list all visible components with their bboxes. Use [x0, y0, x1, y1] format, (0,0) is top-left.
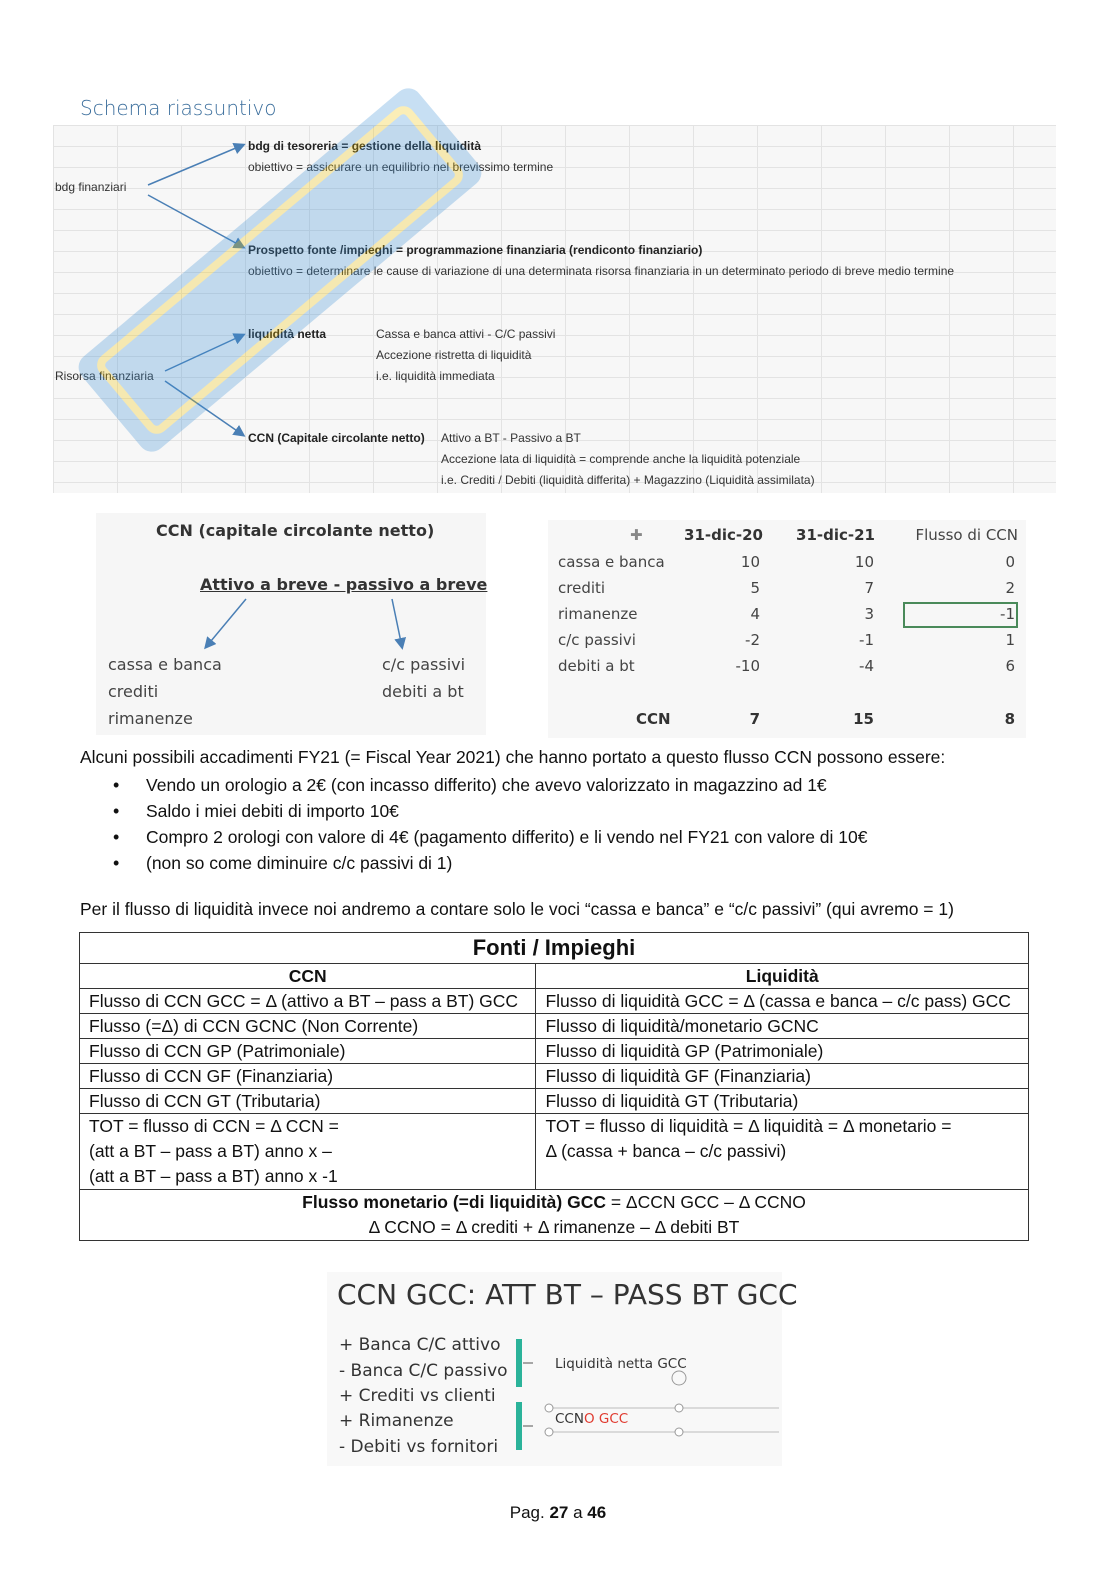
row-v21: 7 [864, 579, 874, 597]
col-header-liquidita: Liquidità [536, 964, 1029, 989]
list-item: • Vendo un orologio a 2€ (con incasso differito) che avevo valorizzato in magazzino ad 1€ [80, 772, 868, 798]
row-v21: 10 [854, 553, 874, 571]
left-item: crediti [108, 682, 159, 701]
tot-ccn-line: (att a BT – pass a BT) anno x – [89, 1141, 332, 1161]
gcc-title: CCN GCC: ATT BT – PASS BT GCC [337, 1278, 798, 1311]
footer-mid: a [568, 1503, 588, 1522]
row-v20: -2 [745, 631, 760, 649]
foot-line2: Δ CCNO = Δ crediti + Δ rimanenze – Δ debiti BT [368, 1217, 740, 1237]
ln-line1: Cassa e banca attivi - C/C passivi [376, 327, 556, 341]
row-label: c/c passivi [558, 631, 636, 649]
header-2021: 31-dic-21 [796, 526, 875, 544]
cell-ccn: Flusso (=Δ) di CCN GCNC (Non Corrente) [80, 1014, 536, 1039]
list-item: • Compro 2 orologi con valore di 4€ (pagamento differito) e li vendo nel FY21 con valore di 10€ [80, 824, 868, 850]
gcc-item: + Crediti vs clienti [339, 1386, 496, 1406]
cell-tot-liq [536, 1114, 1029, 1190]
table-row [80, 1064, 1029, 1089]
gcc-item: + Banca C/C attivo [339, 1335, 501, 1355]
cell-ccn: Flusso di CCN GCC = Δ (attivo a BT – pass a BT) GCC [80, 989, 536, 1014]
right-item: debiti a bt [382, 682, 464, 701]
total-label: CCN [636, 710, 671, 728]
row-label: debiti a bt [558, 657, 635, 675]
cell-liq: Flusso di liquidità GP (Patrimoniale) [536, 1039, 1029, 1064]
cell-liq: Flusso di liquidità GT (Tributaria) [536, 1089, 1029, 1114]
left-item: rimanenze [108, 709, 193, 728]
ccn-diagram [96, 513, 486, 735]
liquidity-note: Per il flusso di liquidità invece noi andremo a contare solo le voci “cassa e banca” e “c/c passivi” (qui avremo = 1) [80, 899, 954, 919]
row-label: crediti [558, 579, 606, 597]
cell-liq: Flusso di liquidità/monetario GCNC [536, 1014, 1029, 1039]
header-2020: 31-dic-20 [684, 526, 763, 544]
cell-liq: Flusso di liquidità GF (Finanziaria) [536, 1064, 1029, 1089]
row-label: rimanenze [558, 605, 638, 623]
ccn-line1: Attivo a BT - Passivo a BT [441, 431, 581, 445]
tot-ccn-line: (att a BT – pass a BT) anno x -1 [89, 1166, 338, 1186]
page-number: 27 [549, 1503, 569, 1522]
row-v20: 4 [750, 605, 760, 623]
table-row [80, 989, 1029, 1014]
table-title: Fonti / Impieghi [80, 933, 1029, 964]
tot-liq-line: Δ (cassa + banca – c/c passivi) [545, 1141, 787, 1161]
ln-line2: Accezione ristretta di liquidità [376, 348, 532, 362]
row-flow: 2 [1005, 579, 1015, 597]
row-flow: -1 [1000, 605, 1015, 623]
total-v20: 7 [749, 710, 760, 728]
ccno-b: O GCC [583, 1411, 629, 1427]
bdg-finanziari-label: bdg finanziari [55, 180, 127, 194]
gcc-item: + Rimanenze [339, 1411, 454, 1431]
ccn-gcc-diagram [327, 1272, 798, 1466]
ccno-gcc-label [555, 1411, 628, 1427]
section-heading: Schema riassuntivo [80, 96, 277, 120]
list-item: • Saldo i miei debiti di importo 10€ [80, 798, 868, 824]
gcc-item: - Debiti vs fornitori [339, 1437, 499, 1457]
liquidita-netta-label: liquidità netta [248, 327, 326, 341]
gcc-item: - Banca C/C passivo [339, 1361, 508, 1381]
prospetto-obiettivo: obiettivo = determinare le cause di variazione di una determinata risorsa finanziaria in un determinato periodo di breve medio termine [248, 264, 955, 278]
row-v20: -10 [735, 657, 760, 675]
table-row-total [80, 1114, 1029, 1190]
foot-rest: = ΔCCN GCC – Δ CCNO [605, 1192, 806, 1212]
table-footer [80, 1190, 1029, 1241]
liquidita-netta-gcc: Liquidità netta GCC [555, 1356, 687, 1372]
row-v20: 10 [740, 553, 760, 571]
ccn-line2: Accezione lata di liquidità = comprende anche la liquidità potenziale [441, 452, 801, 466]
page-footer [0, 1503, 1116, 1523]
ccn-line3: i.e. Crediti / Debiti (liquidità differita) + Magazzino (Liquidità assimilata) [441, 473, 815, 487]
left-item: cassa e banca [108, 655, 222, 674]
row-label: cassa e banca [558, 553, 665, 571]
right-item: c/c passivi [382, 655, 466, 674]
total-flow: 8 [1004, 710, 1015, 728]
page-total: 46 [587, 1503, 607, 1522]
cell-tot-ccn [80, 1114, 536, 1190]
row-flow: 0 [1005, 553, 1015, 571]
intro-paragraph: Alcuni possibili accadimenti FY21 (= Fiscal Year 2021) che hanno portato a questo flusso CCN possono essere: [80, 747, 946, 767]
tot-ccn-line: TOT = flusso di CCN = Δ CCN = [89, 1116, 339, 1136]
tesoreria-obiettivo: obiettivo = assicurare un equilibrio nel brevissimo termine [248, 160, 554, 174]
fonti-impieghi-table [79, 932, 1029, 1241]
ccno-a: CCN [555, 1411, 584, 1427]
ln-line3: i.e. liquidità immediata [376, 369, 495, 383]
ccn-arrows [96, 513, 486, 735]
cell-liq: Flusso di liquidità GCC = Δ (cassa e banca – c/c pass) GCC [536, 989, 1029, 1014]
row-v21: -1 [859, 631, 874, 649]
cell-ccn: Flusso di CCN GF (Finanziaria) [80, 1064, 536, 1089]
ccn-schema-label: CCN (Capitale circolante netto) [248, 431, 425, 445]
header-flow: Flusso di CCN [915, 526, 1018, 544]
ccn-diagram-title: CCN (capitale circolante netto) [156, 521, 435, 540]
footer-prefix: Pag. [509, 1503, 550, 1522]
tot-liq-line: TOT = flusso di liquidità = Δ liquidità = Δ monetario = [545, 1116, 952, 1136]
table-row [80, 1039, 1029, 1064]
ccn-flow-table [548, 520, 1026, 738]
table-row [80, 1014, 1029, 1039]
list-item: • (non so come diminuire c/c passivi di 1) [80, 850, 868, 876]
cell-cross-icon: ✚ [630, 526, 643, 544]
row-v21: -4 [859, 657, 874, 675]
row-v21: 3 [864, 605, 874, 623]
cell-ccn: Flusso di CCN GP (Patrimoniale) [80, 1039, 536, 1064]
total-v21: 15 [853, 710, 874, 728]
table-row [80, 1089, 1029, 1114]
events-list [80, 772, 868, 876]
cell-ccn: Flusso di CCN GT (Tributaria) [80, 1089, 536, 1114]
tesoreria-label: bdg di tesoreria = gestione della liquidità [248, 139, 482, 153]
schema-image [53, 125, 1056, 493]
foot-bold: Flusso monetario (=di liquidità) GCC [302, 1192, 606, 1212]
row-v20: 5 [750, 579, 760, 597]
risorsa-label: Risorsa finanziaria [55, 369, 154, 383]
prospetto-label: Prospetto fonte /impieghi = programmazione finanziaria (rendiconto finanziario) [248, 243, 703, 257]
ccn-formula: Attivo a breve - passivo a breve [200, 575, 488, 594]
row-flow: 6 [1005, 657, 1015, 675]
col-header-ccn: CCN [80, 964, 536, 989]
row-flow: 1 [1005, 631, 1015, 649]
